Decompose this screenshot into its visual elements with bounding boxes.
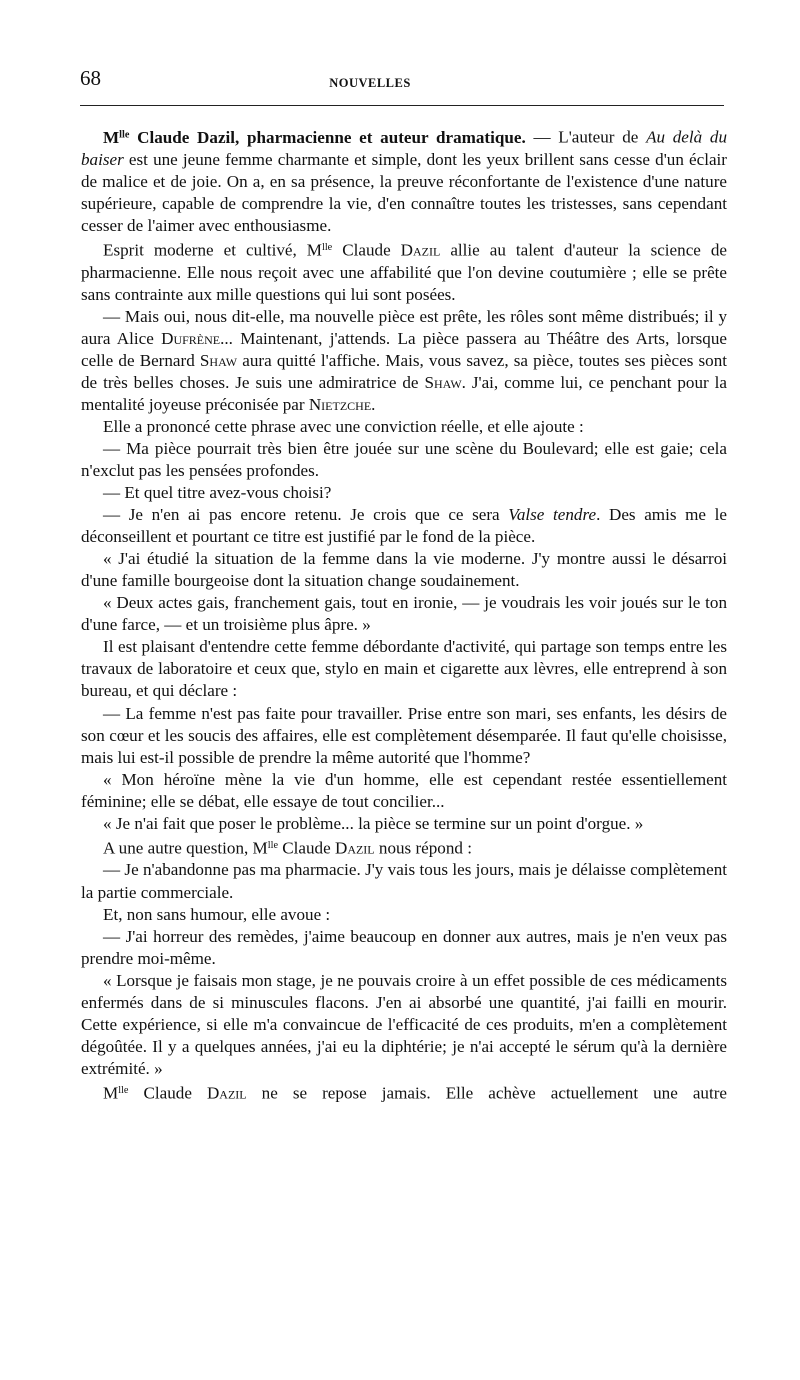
paragraph: — Je n'en ai pas encore retenu. Je crois que ce sera Valse tendre. Des amis me le déconseillent et pourtant ce titre est justifié par le fond de la pièce. — [81, 505, 727, 547]
paragraph-continued: $M^{lle}$ Claude Dazil ne se repose jamais. Elle achève actuellement une autre — [103, 1083, 727, 1103]
paragraph: — Je n'abandonne pas ma pharmacie. J'y vais tous les jours, mais je délaisse complètement la partie commerciale. — [81, 860, 727, 902]
paragraph: « Mon héroïne mène la vie d'un homme, elle est cependant restée essentiellement féminine; elle se débat, elle essaye de tout concilier... — [81, 769, 727, 811]
book-title: Au delà du baiser — [81, 127, 727, 169]
play-title: Valse tendre — [508, 505, 597, 525]
paragraph: Il est plaisant d'entendre cette femme débordante d'activité, qui partage son temps entre les travaux de laboratoire et ceux que, stylo en main et cigarette aux lèvres, elle entreprend à son bureau, et qui déclare : — [81, 637, 727, 701]
paragraph: — J'ai horreur des remèdes, j'aime beaucoup en donner aux autres, mais je n'en veux pas prendre moi-même. — [81, 926, 727, 968]
section-title: $M^{lle}$ Claude Dazil, pharmacienne et auteur dramatique. — [103, 127, 526, 147]
paragraph: « Lorsque je faisais mon stage, je ne pouvais croire à un effet possible de ces médicaments enfermés dans de si minuscules flacons. J'en ai absorbé une quantité, j'ai failli en mourir. Cette expérience, si elle m'a convaincue de l'efficacité de ces produits, m'en a complètement dégoûtée. Il y a quelques années, j'ai eu la diphtérie; je n'ai accepté le sérum qu'à la dernière extrémité. » — [81, 970, 727, 1078]
page-number: 68 — [80, 66, 101, 90]
paragraph: Et, non sans humour, elle avoue : — [103, 904, 331, 924]
paragraph: « Deux actes gais, franchement gais, tout en ironie, — je voudrais les voir joués sur le ton d'une farce, — et un troisième plus âpre. » — [81, 593, 727, 635]
running-title: NOUVELLES — [329, 76, 411, 90]
paragraph: — Mais oui, nous dit-elle, ma nouvelle pièce est prête, les rôles sont même distribués; il y aura Alice Dufrène... Maintenant, j'attends. La pièce passera au Théâtre des Arts, lorsque celle de Bernard Shaw aura quitté l'affiche. Mais, vous savez, sa pièce, toutes ses pièces sont de très belles choses. Je suis une admiratrice de Shaw. J'ai, comme lui, ce penchant pour la mentalité joyeuse préconisée par Nietzche. — [81, 306, 727, 414]
paragraph: — Ma pièce pourrait très bien être jouée sur une scène du Boulevard; elle est gaie; cela n'exclut pas les pensées profondes. — [81, 438, 727, 480]
paragraph-intro: $M^{lle}$ Claude Dazil, pharmacienne et auteur dramatique. — L'auteur de Au delà du baiser est une jeune femme charmante et simple, dont les yeux brillent sans cesse d'un éclair de malice et de joie. On a, en sa présence, la preuve réconfortante de l'existence d'une nature supérieure, capable de comprendre la vie, d'en connaître toutes les tristesses, sans cependant cesser de l'aimer avec enthousiasme. — [81, 127, 727, 235]
paragraph: « J'ai étudié la situation de la femme dans la vie moderne. J'y montre aussi le désarroi d'une famille bourgeoise dont la situation change soudainement. — [81, 549, 727, 591]
paragraph: A une autre question, $M^{lle}$ Claude Dazil nous répond : — [103, 838, 472, 858]
paragraph: — Et quel titre avez-vous choisi? — [103, 483, 332, 503]
header-rule — [80, 105, 724, 106]
article-body — [81, 124, 727, 1105]
paragraph: — La femme n'est pas faite pour travailler. Prise entre son mari, ses enfants, les désirs de son cœur et les soucis des affaires, elle est complètement désemparée. Il faut qu'elle choisisse, mais lui est-il possible de prendre la même autorité que l'homme? — [81, 703, 727, 767]
paragraph: « Je n'ai fait que poser le problème... la pièce se termine sur un point d'orgue. » — [103, 813, 644, 833]
paragraph: Elle a prononcé cette phrase avec une conviction réelle, et elle ajoute : — [103, 416, 584, 436]
paragraph: Esprit moderne et cultivé, $M^{lle}$ Claude Dazil allie au talent d'auteur la science de pharmacienne. Elle nous reçoit avec une affabilité que l'on devine coutumière ; elle se prête sans contrainte aux mille questions qui lui sont posées. — [81, 240, 727, 304]
